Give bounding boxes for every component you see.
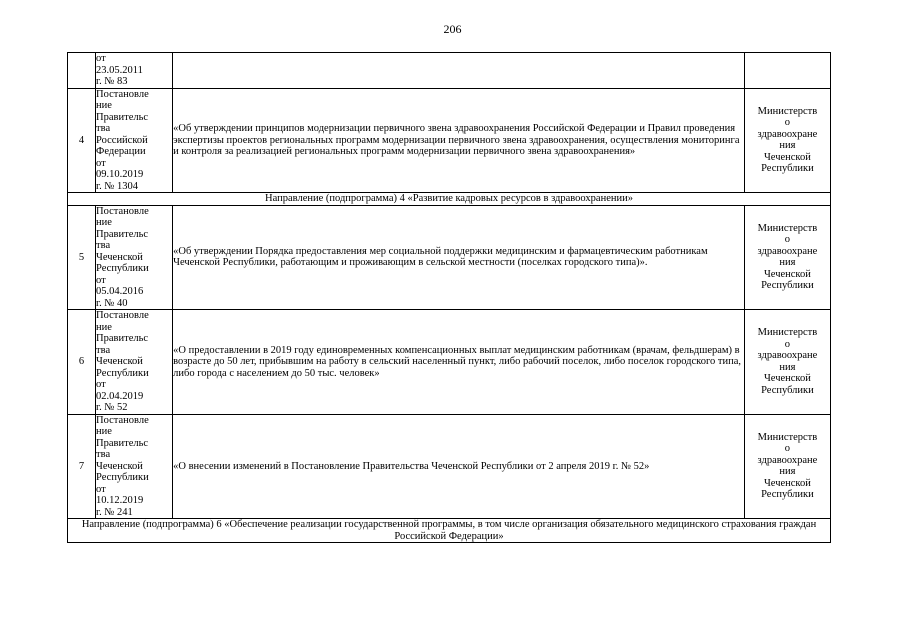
responsible-agency-line: Министерств xyxy=(757,327,818,339)
responsible-agency-line: о xyxy=(784,234,791,246)
section-heading: Направление (подпрограмма) 4 «Развитие кадровых ресурсов в здравоохранении» xyxy=(68,193,831,206)
document-reference-line: ние xyxy=(96,321,112,333)
responsible-agency xyxy=(744,53,830,89)
document-reference-line: ние xyxy=(96,426,112,437)
responsible-agency-line: Чеченской xyxy=(763,268,811,280)
responsible-agency-line: Республики xyxy=(761,489,814,501)
responsible-agency xyxy=(744,414,830,519)
responsible-agency-line: здравоохране xyxy=(757,350,818,362)
document-reference xyxy=(96,88,173,193)
responsible-agency-line: Министерств xyxy=(757,222,818,234)
responsible-agency-line: ния xyxy=(779,140,796,152)
document-reference xyxy=(96,205,173,310)
document-title xyxy=(173,53,745,89)
row-number: 6 xyxy=(68,310,96,415)
responsible-agency-line: о xyxy=(784,338,791,350)
section-row xyxy=(68,519,831,543)
document-reference-line: Республики xyxy=(96,263,149,274)
document-reference-line: Чеченской xyxy=(96,460,143,472)
document-reference-line: Постановле xyxy=(96,310,149,321)
responsible-agency-line: Чеченской xyxy=(763,477,811,489)
row-number: 5 xyxy=(68,205,96,310)
table-body xyxy=(68,53,831,543)
document-reference-line: г. № 83 xyxy=(96,76,128,87)
responsible-agency-line: ния xyxy=(779,361,796,373)
document-reference-line: 23.05.2011 xyxy=(96,64,143,76)
document-reference-line: Правительс xyxy=(96,437,149,449)
table-row xyxy=(68,205,831,310)
document-reference-line: от xyxy=(96,379,106,390)
document-reference-line: Правительс xyxy=(96,111,149,123)
row-number: 4 xyxy=(68,88,96,193)
document-reference-line: 10.12.2019 xyxy=(96,495,144,506)
document-reference-line: ние xyxy=(96,100,112,111)
document-reference-line: ние xyxy=(96,217,112,228)
responsible-agency-line: Республики xyxy=(761,280,814,292)
legal-acts-table xyxy=(67,52,831,543)
document-reference-line: г. № 1304 xyxy=(96,180,139,192)
document-reference-line: г. № 241 xyxy=(96,506,133,518)
responsible-agency-line: здравоохране xyxy=(757,128,818,140)
document-reference xyxy=(96,310,173,415)
document-reference-line: от xyxy=(96,274,106,286)
document-reference-line: г. № 52 xyxy=(96,402,128,413)
page-number: 206 xyxy=(443,22,462,36)
responsible-agency-line: о xyxy=(784,443,791,455)
responsible-agency xyxy=(744,205,830,310)
document-reference-line: Постановле xyxy=(96,88,149,100)
document-reference xyxy=(96,414,173,519)
section-row xyxy=(68,193,831,206)
document-reference-line: от xyxy=(96,53,106,64)
responsible-agency-line: ния xyxy=(779,466,796,478)
responsible-agency-line: о xyxy=(784,117,791,129)
responsible-agency-line: Министерств xyxy=(757,431,818,443)
document-reference-line: тва xyxy=(96,344,111,356)
responsible-agency xyxy=(744,310,830,415)
responsible-agency-line: Республики xyxy=(761,163,814,175)
document-title: «Об утверждении принципов модернизации первичного звена здравоохранения Российской Федерации и Правил проведения экспертизы проектов региональных программ модернизации первичного звена здравоохранения, осуществления мониторинга и контроля за реализацией региональных программ модернизации первичного звена здравоохранения» xyxy=(173,88,745,193)
document-title: «О предоставлении в 2019 году единовременных компенсационных выплат медицинским работникам (врачам, фельдшерам) в возрасте до 50 лет, прибывшим на работу в сельский населенный пункт, либо рабочий поселок, либо поселок городского типа, либо города с населением до 50 тыс. человек» xyxy=(173,310,745,415)
document-reference-line: тва xyxy=(96,123,111,134)
row-number: 7 xyxy=(68,414,96,519)
document-reference-line: от xyxy=(96,483,106,495)
table-row xyxy=(68,53,831,89)
document-reference-line: Республики xyxy=(96,472,149,483)
responsible-agency-line: Чеченской xyxy=(763,373,811,385)
document-reference-line: Постановле xyxy=(96,205,149,217)
table-row xyxy=(68,88,831,193)
document-reference-line: г. № 40 xyxy=(96,297,128,309)
table-row xyxy=(68,414,831,519)
document-reference xyxy=(96,53,173,89)
responsible-agency-line: Министерств xyxy=(757,105,818,117)
document-reference-line: Федерации xyxy=(96,146,146,157)
responsible-agency-line: здравоохране xyxy=(757,245,818,257)
document-reference-line: Чеченской xyxy=(96,251,143,263)
document-title: «О внесении изменений в Постановление Правительства Чеченской Республики от 2 апреля 2019 г. № 52» xyxy=(173,414,745,519)
document-reference-line: Республики xyxy=(96,367,149,379)
document-title: «Об утверждении Порядка предоставления мер социальной поддержки медицинским и фармацевтическим работникам Чеченской Республики, работающим и проживающим в сельской местности (поселках городского типа)». xyxy=(173,205,745,310)
responsible-agency-line: здравоохране xyxy=(757,454,818,466)
document-reference-line: 09.10.2019 xyxy=(96,169,144,180)
row-number xyxy=(68,53,96,89)
document-reference-line: 02.04.2019 xyxy=(96,390,144,402)
document-reference-line: тва xyxy=(96,240,111,251)
table-row xyxy=(68,310,831,415)
document-reference-line: Постановле xyxy=(96,414,149,426)
section-heading: Направление (подпрограмма) 6 «Обеспечение реализации государственной программы, в том числе организация обязательного медицинского страхования граждан Российской Федерации» xyxy=(68,519,831,543)
responsible-agency xyxy=(744,88,830,193)
responsible-agency-line: ния xyxy=(779,257,796,269)
responsible-agency-line: Республики xyxy=(761,384,814,396)
document-reference-line: Чеченской xyxy=(96,356,143,367)
document-reference-line: Российской xyxy=(96,134,148,146)
document-reference-line: от xyxy=(96,157,106,169)
document-reference-line: 05.04.2016 xyxy=(96,286,144,297)
document-reference-line: Правительс xyxy=(96,333,149,344)
document-reference-line: тва xyxy=(96,449,111,460)
document-reference-line: Правительс xyxy=(96,228,149,240)
responsible-agency-line: Чеченской xyxy=(763,151,811,163)
